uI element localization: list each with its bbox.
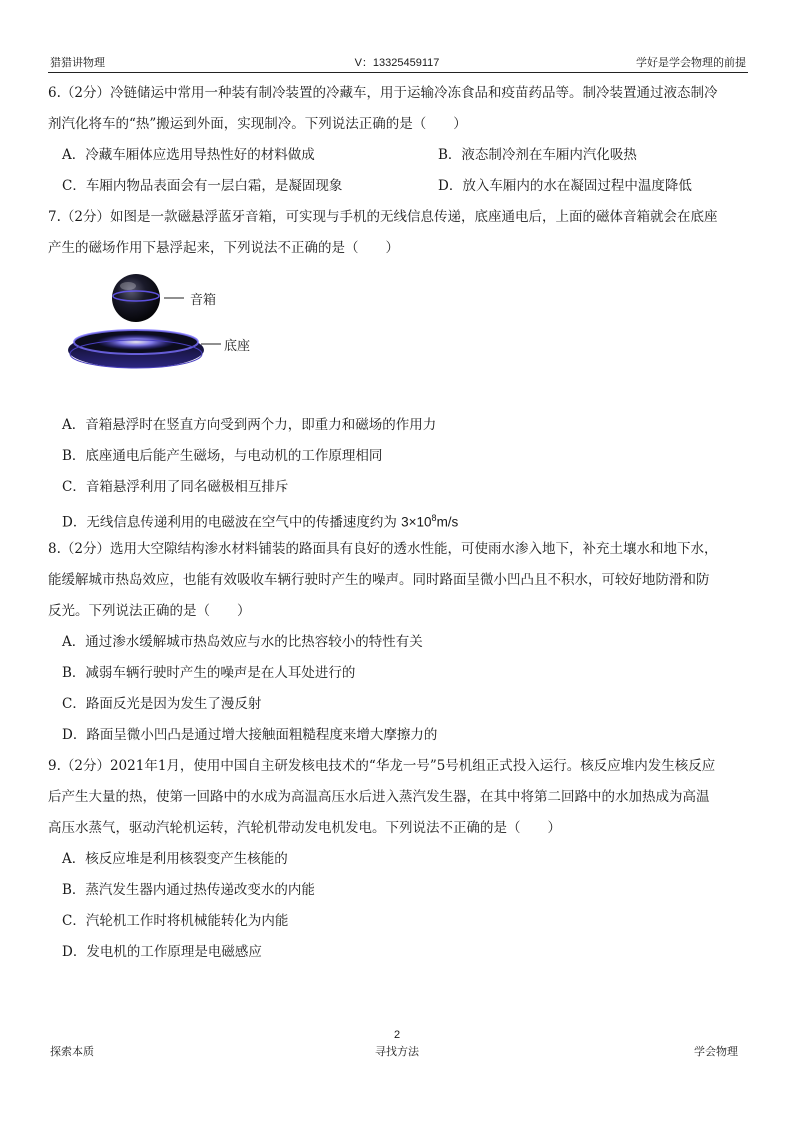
option-b: B．液态制冷剂在车厢内汽化吸热: [438, 147, 637, 163]
header-right-text: 学好是学会物理的前提: [636, 56, 746, 69]
question-stem-line: 7.（2分）如图是一款磁悬浮蓝牙音箱，可实现与手机的无线信息传递，底座通电后，上面的磁体音箱就会在底座: [48, 209, 718, 225]
option-d-unit: m/s: [436, 514, 459, 530]
option-a: A．音箱悬浮时在竖直方向受到两个力，即重力和磁场的作用力: [62, 417, 437, 433]
header-divider: [48, 72, 748, 73]
page-number: 2: [393, 1029, 401, 1041]
option-d-value: 3×10: [401, 514, 432, 530]
base-label: 底座: [224, 339, 251, 354]
question-stem-line: 8.（2分）选用大空隙结构渗水材料铺装的路面具有良好的透水性能，可使雨水渗入地下，补充土壤水和地下水，: [48, 541, 718, 557]
question-stem-line: 产生的磁场作用下悬浮起来，下列说法不正确的是（ ）: [48, 240, 399, 256]
option-c: C．音箱悬浮利用了同名磁极相互排斥: [62, 479, 289, 495]
maglev-speaker-figure: [66, 270, 306, 390]
question-stem-line: 剂汽化将车的“热”搬运到外面，实现制冷。下列说法正确的是（ ）: [48, 116, 467, 132]
question-stem-line: 反光。下列说法正确的是（ ）: [48, 603, 251, 619]
speaker-ball: [112, 274, 160, 322]
question-6: [48, 78, 748, 202]
option-b: B．蒸汽发生器内通过热传递改变水的内能: [62, 882, 315, 898]
question-stem-line: 6.（2分）冷链储运中常用一种装有制冷装置的冷藏车，用于运输冷冻食品和疫苗药品等。制冷装置通过液态制冷: [48, 85, 718, 101]
header-left-text: 猎猎讲物理: [50, 56, 105, 69]
option-d: D．路面呈微小凹凸是通过增大接触面粗糙程度来增大摩擦力的: [62, 727, 438, 743]
question-8: [48, 534, 748, 751]
option-d-text: D．无线信息传递利用的电磁波在空气中的传播速度约为: [62, 514, 402, 531]
footer-right-text: 学会物理: [694, 1045, 738, 1058]
option-c: C．汽轮机工作时将机械能转化为内能: [62, 913, 289, 929]
option-d: D．发电机的工作原理是电磁感应: [62, 944, 262, 960]
option-d: D．放入车厢内的水在凝固过程中温度降低: [438, 178, 692, 194]
question-stem-line: 能缓解城市热岛效应，也能有效吸收车辆行驶时产生的噪声。同时路面呈微小凹凸且不积水，可较好地防滑和防: [48, 572, 710, 588]
option-a: A．核反应堆是利用核裂变产生核能的: [62, 851, 288, 867]
option-b: B．底座通电后能产生磁场，与电动机的工作原理相同: [62, 448, 383, 464]
option-a: A．通过渗水缓解城市热岛效应与水的比热容较小的特性有关: [62, 634, 423, 650]
option-a: A．冷藏车厢体应选用导热性好的材料做成: [62, 147, 315, 163]
question-9: [48, 751, 748, 968]
question-stem-line: 后产生大量的热，使第一回路中的水成为高温高压水后进入蒸汽发生器，在其中将第二回路中的水加热成为高温: [48, 789, 710, 805]
question-7: [48, 202, 748, 534]
option-d-exponent: 8: [431, 513, 437, 523]
speaker-label: 音箱: [190, 293, 217, 308]
maglev-speaker-illustration: [66, 270, 306, 390]
option-b: B．减弱车辆行驶时产生的噪声是在人耳处进行的: [62, 665, 356, 681]
question-stem-line: 9.（2分）2021年1月，使用中国自主研发核电技术的“华龙一号”5号机组正式投入运行。核反应堆内发生核反应: [48, 758, 716, 774]
header-contact: V：13325459117: [354, 57, 440, 69]
option-row: [48, 140, 748, 171]
question-stem-line: 高压水蒸气，驱动汽轮机运转，汽轮机带动发电机发电。下列说法不正确的是（ ）: [48, 820, 561, 836]
page-content: [48, 78, 748, 968]
option-d: [48, 503, 748, 534]
option-c: C．车厢内物品表面会有一层白霜，是凝固现象: [62, 178, 343, 194]
option-c: C．路面反光是因为发生了漫反射: [62, 696, 262, 712]
option-row: [48, 171, 748, 202]
footer-left-text: 探索本质: [50, 1045, 94, 1058]
footer-middle-text: 寻找方法: [375, 1045, 419, 1058]
